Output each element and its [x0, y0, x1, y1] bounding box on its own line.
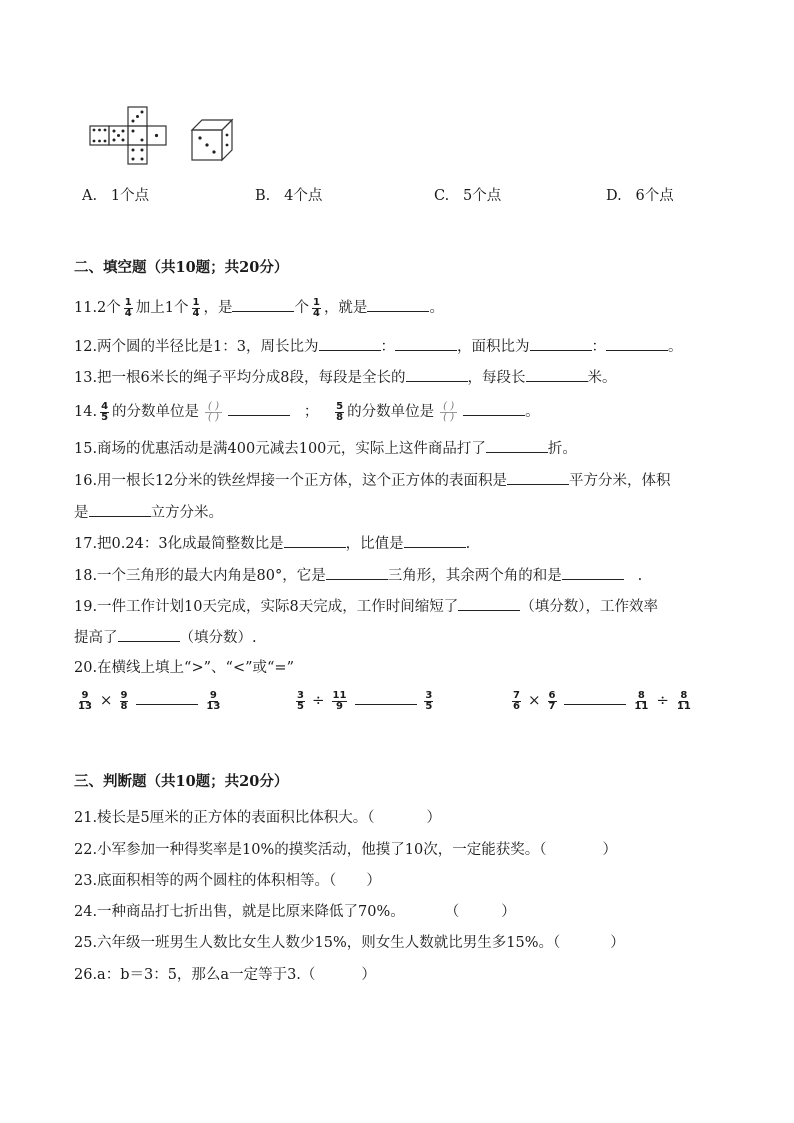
- option-text: 6个点: [635, 188, 674, 204]
- section-3-title: 三、判断题（共10题；共20分）: [74, 773, 289, 790]
- fraction: $\frac{4}{5}$: [101, 400, 109, 423]
- answer-blank[interactable]: [118, 627, 180, 642]
- answer-blank[interactable]: [319, 336, 381, 351]
- question-16: 16.用一根长12分米的铁丝焊接一个正方体，这个正方体的表面积是 平方分米，体积: [74, 470, 671, 491]
- answer-blank[interactable]: [355, 690, 417, 705]
- answer-blank[interactable]: [458, 596, 520, 611]
- question-12: 12.两个圆的半径比是1：3，周长比为 ： ，面积比为 ： 。: [74, 336, 683, 357]
- answer-blank[interactable]: [136, 690, 198, 705]
- answer-blank[interactable]: [562, 565, 624, 580]
- question-22: 22.小军参加一种得奖率是10%的摸奖活动，他摸了10次，一定能获奖。（ ）: [74, 842, 617, 858]
- question-14: 14. $\frac{4}{5}$ 的分数单位是 $\frac{( )}{( )}$ ； $\frac{5}{8}$ 的分数单位是 $\frac{( )}{( )}$ 。: [74, 400, 540, 423]
- question-23: 23.底面积相等的两个圆柱的体积相等。（ ）: [74, 873, 381, 889]
- question-19-cont: 提高了 （填分数）.: [74, 627, 257, 648]
- answer-blank[interactable]: [486, 438, 548, 453]
- question-26: 26.a：b＝3：5，那么a一定等于3.（ ）: [74, 967, 376, 983]
- fraction: $\frac{1}{4}$: [312, 296, 320, 319]
- answer-blank[interactable]: [228, 401, 290, 416]
- question-21: 21.棱长是5厘米的正方体的表面积比体积大。（ ）: [74, 810, 442, 826]
- question-24: 24.一种商品打七折出售，就是比原来降低了70%。 （ ）: [74, 904, 516, 920]
- question-13: 13.把一根6米长的绳子平均分成8段，每段是全长的 ，每段长 米。: [74, 367, 617, 388]
- question-11: 11.2个 $\frac{1}{4}$ 加上1个 $\frac{1}{4}$ ，是 个 $\frac{1}{4}$ ，就是 。: [74, 296, 444, 319]
- question-19: 19.一件工作计划10天完成，实际8天完成，工作时间缩短了 （填分数），工作效率: [74, 596, 658, 617]
- answer-blank[interactable]: [404, 533, 466, 548]
- question-20: 20.在横线上填上“>”、“<”或“=”: [74, 660, 294, 676]
- compare-item-1: $\frac{9}{13}$ × $\frac{9}{8}$ $\frac{9}{13}$: [78, 689, 221, 712]
- option-text: 1个点: [110, 188, 150, 204]
- compare-item-2: $\frac{3}{5}$ ÷ $\frac{11}{9}$ $\frac{3}{5}$: [297, 689, 433, 712]
- answer-blank[interactable]: [530, 336, 592, 351]
- dice-net-figure: [88, 105, 168, 167]
- answer-blank[interactable]: [606, 336, 668, 351]
- answer-blank[interactable]: [395, 336, 457, 351]
- answer-blank[interactable]: [507, 470, 569, 485]
- option-letter: A.: [82, 188, 98, 204]
- question-15: 15.商场的优惠活动是满400元减去100元，实际上这件商品打了 折。: [74, 438, 577, 459]
- answer-blank[interactable]: [564, 690, 626, 705]
- answer-blank[interactable]: [232, 297, 294, 312]
- option-d[interactable]: [606, 184, 674, 205]
- option-text: 5个点: [463, 188, 502, 204]
- question-18: 18.一个三角形的最大内角是80°，它是 三角形，其余两个角的和是 .: [74, 565, 642, 586]
- option-c[interactable]: [434, 184, 501, 205]
- fraction: $\frac{5}{8}$: [336, 400, 344, 423]
- answer-blank[interactable]: [463, 401, 525, 416]
- option-a[interactable]: [82, 184, 149, 205]
- fraction: $\frac{1}{4}$: [124, 296, 132, 319]
- section-2-title: 二、填空题（共10题；共20分）: [74, 259, 289, 276]
- option-text: 4个点: [284, 188, 323, 204]
- option-b[interactable]: [255, 184, 322, 205]
- compare-item-3: $\frac{7}{6}$ × $\frac{6}{7}$ $\frac{8}{11}$ ÷ $\frac{8}{11}$: [513, 689, 691, 712]
- answer-blank[interactable]: [284, 533, 346, 548]
- answer-blank[interactable]: [526, 367, 588, 382]
- option-letter: D.: [606, 188, 622, 204]
- question-17: 17.把0.24：3化成最简整数比是 ，比值是 .: [74, 533, 470, 554]
- blank-fraction: $\frac{( )}{( )}$: [440, 402, 457, 423]
- answer-blank[interactable]: [326, 565, 388, 580]
- question-25: 25.六年级一班男生人数比女生人数少15%，则女生人数就比男生多15%。（ ）: [74, 935, 625, 951]
- answer-blank[interactable]: [406, 367, 468, 382]
- answer-blank[interactable]: [367, 297, 429, 312]
- option-letter: C.: [434, 188, 450, 204]
- question-16-cont: 是 立方分米。: [74, 502, 223, 523]
- fraction: $\frac{1}{4}$: [192, 296, 200, 319]
- dice-cube-figure: [190, 118, 234, 162]
- answer-blank[interactable]: [89, 502, 151, 517]
- blank-fraction: $\frac{( )}{( )}$: [205, 402, 222, 423]
- option-letter: B.: [255, 188, 271, 204]
